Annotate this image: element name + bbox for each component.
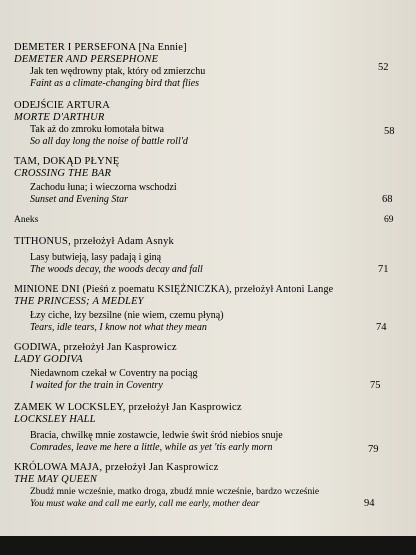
first-line-polish: Jak ten wędrowny ptak, który od zmierzchu (30, 66, 206, 77)
entry-subtitle: THE PRINCESS; A MEDLEY (14, 296, 144, 307)
page-number: 79 (368, 444, 379, 455)
page-number: 75 (370, 380, 381, 391)
entry-subtitle: DEMETER AND PERSEPHONE (14, 54, 159, 65)
first-line-english: So all day long the noise of battle roll'd (30, 136, 188, 147)
page-number: 69 (384, 215, 394, 225)
entry-heading: ZAMEK W LOCKSLEY, przełożył Jan Kasprowicz (14, 402, 242, 413)
entry-subtitle: LOCKSLEY HALL (14, 414, 96, 425)
first-line-english: Tears, idle tears, I know not what they mean (30, 322, 207, 333)
first-line-polish: Niedawnom czekał w Coventry na pociąg (30, 368, 198, 379)
entry-heading: MINIONE DNI (Pieśń z poematu KSIĘŻNICZKA), przełożył Antoni Lange (14, 284, 334, 295)
page-number: 74 (376, 322, 387, 333)
entry-heading: DEMETER I PERSEFONA [Na Ennie] (14, 42, 187, 53)
first-line-english: I waited for the train in Coventry (30, 380, 163, 391)
first-line-polish: Tak aż do zmroku łomotała bitwa (30, 124, 164, 135)
page-number: 52 (378, 62, 389, 73)
first-line-english: Comrades, leave me here a little, while as yet 'tis early morn (30, 442, 273, 453)
first-line-polish: Zbudź mnie wcześnie, matko droga, zbudź mnie wcześnie, bardzo wcześnie (30, 487, 320, 497)
entry-subtitle: THE MAY QUEEN (14, 474, 98, 485)
entry-subtitle: LADY GODIVA (14, 354, 83, 365)
entry-heading: TITHONUS, przełożył Adam Asnyk (14, 236, 174, 247)
page-number: 68 (382, 194, 393, 205)
entry-heading: TAM, DOKĄD PŁYNĘ (14, 156, 120, 167)
first-line-polish: Łzy ciche, łzy bezsilne (nie wiem, czemu płyną) (30, 310, 224, 321)
first-line-polish: Lasy butwieją, lasy padają i giną (30, 252, 162, 263)
page-number: 71 (378, 264, 389, 275)
first-line-english: Sunset and Evening Star (30, 194, 129, 205)
first-line-english: The woods decay, the woods decay and fall (30, 264, 203, 275)
entry-heading: GODIWA, przełożył Jan Kasprowicz (14, 342, 177, 353)
bottom-shadow (0, 536, 416, 555)
entry-subtitle: CROSSING THE BAR (14, 168, 112, 179)
page-number: 94 (364, 498, 375, 509)
first-line-polish: Zachodu łuna; i wieczorna wschodzi (30, 182, 177, 193)
first-line-english: Faint as a climate-changing bird that flies (30, 78, 200, 89)
page-number: 58 (384, 126, 395, 137)
entry-heading: ODEJŚCIE ARTURA (14, 100, 111, 111)
entry-heading: KRÓLOWA MAJA, przełożył Jan Kasprowicz (14, 462, 219, 473)
entry-subtitle: MORTE D'ARTHUR (14, 112, 105, 123)
entry-heading: Aneks (14, 215, 39, 225)
first-line-english: You must wake and call me early, call me early, mother dear (30, 499, 260, 509)
first-line-polish: Bracia, chwilkę mnie zostawcie, ledwie świt śród niebios snuje (30, 430, 283, 441)
